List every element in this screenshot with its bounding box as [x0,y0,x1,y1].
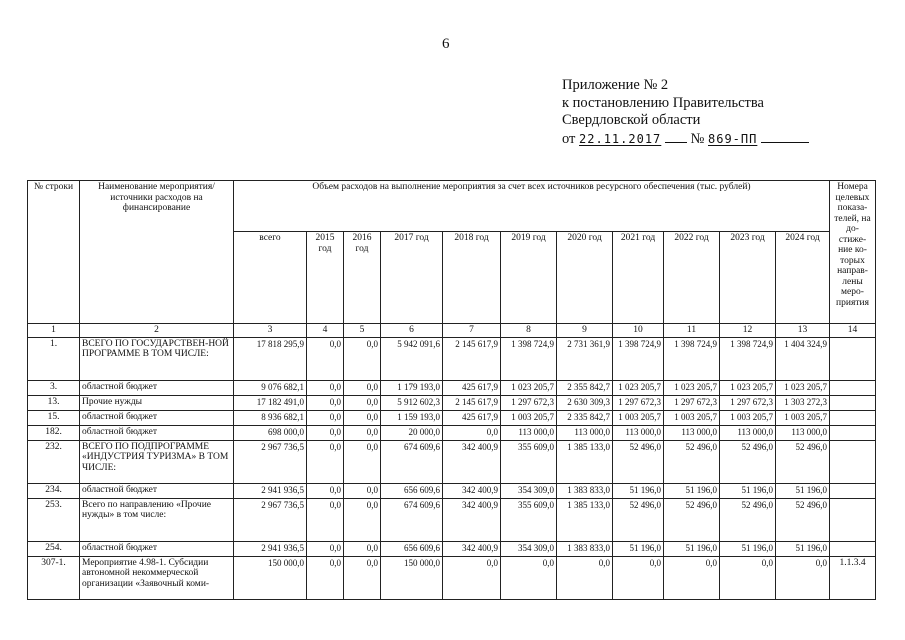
appendix-line-region: Свердловской области [562,112,701,128]
header-year: 2024 год [776,232,830,324]
row-name: Всего по направлению «Прочие нужды» в том числе: [80,498,234,541]
column-number: 4 [307,324,344,338]
row-value: 0,0 [307,440,344,483]
row-value: 20 000,0 [381,425,443,440]
row-value: 425 617,9 [443,410,501,425]
row-value: 1 297 672,3 [664,395,720,410]
row-value: 1 023 205,7 [720,380,776,395]
row-value: 1 398 724,9 [501,337,557,380]
row-value: 1 297 672,3 [720,395,776,410]
column-number: 5 [344,324,381,338]
row-value: 0,0 [344,483,381,498]
column-number: 2 [80,324,234,338]
appendix-header [562,77,809,148]
date-prefix: от [562,130,576,147]
row-value: 1 023 205,7 [501,380,557,395]
row-value: 17 818 295,9 [234,337,307,380]
appendix-line-decree: к постановлению Правительства [562,94,764,111]
row-value: 1 297 672,3 [501,395,557,410]
row-value: 1 385 133,0 [557,498,613,541]
underline-filler [761,130,809,143]
row-value: 0,0 [664,556,720,599]
row-value: 1 398 724,9 [613,337,664,380]
row-value: 51 196,0 [720,541,776,556]
row-value: 52 496,0 [776,498,830,541]
row-value: 1 383 833,0 [557,541,613,556]
row-value: 1 023 205,7 [664,380,720,395]
row-value: 1 398 724,9 [720,337,776,380]
column-number: 14 [830,324,876,338]
row-target [830,541,876,556]
row-value: 0,0 [307,395,344,410]
column-number: 13 [776,324,830,338]
row-value: 355 609,0 [501,498,557,541]
row-target: 1.1.3.4 [830,556,876,599]
row-value: 0,0 [344,498,381,541]
row-value: 113 000,0 [557,425,613,440]
row-value: 51 196,0 [720,483,776,498]
row-name: областной бюджет [80,425,234,440]
row-target [830,395,876,410]
row-value: 2 967 736,5 [234,440,307,483]
row-value: 0,0 [344,440,381,483]
row-target [830,425,876,440]
row-value: 0,0 [344,541,381,556]
row-name: Прочие нужды [80,395,234,410]
row-value: 1 003 205,7 [720,410,776,425]
table-row [28,556,876,599]
row-value: 0,0 [344,380,381,395]
row-value: 0,0 [501,556,557,599]
header-volume: Объем расходов на выполнение мероприятия за счет всех источников ресурсного обеспечения (тыс. рублей) [234,181,830,232]
row-value: 2 145 617,9 [443,337,501,380]
row-value: 52 496,0 [613,440,664,483]
row-value: 1 003 205,7 [501,410,557,425]
row-value: 0,0 [307,556,344,599]
row-value: 150 000,0 [381,556,443,599]
row-value: 656 609,6 [381,541,443,556]
row-name: областной бюджет [80,410,234,425]
row-value: 0,0 [344,337,381,380]
row-value: 354 309,0 [501,483,557,498]
column-number: 7 [443,324,501,338]
table-row [28,440,876,483]
row-value: 9 076 682,1 [234,380,307,395]
row-target [830,410,876,425]
decree-number: 869-ПП [708,131,758,146]
row-value: 51 196,0 [776,541,830,556]
row-value: 0,0 [443,425,501,440]
row-value: 355 609,0 [501,440,557,483]
row-value: 51 196,0 [664,541,720,556]
column-number: 6 [381,324,443,338]
row-name: ВСЕГО ПО ПОДПРОГРАММЕ «ИНДУСТРИЯ ТУРИЗМА» В ТОМ ЧИСЛЕ: [80,440,234,483]
row-number: 307-1. [28,556,80,599]
header-year: 2022 год [664,232,720,324]
row-value: 0,0 [307,541,344,556]
row-value: 52 496,0 [664,440,720,483]
appendix-date-line [562,130,809,149]
row-value: 0,0 [776,556,830,599]
row-value: 113 000,0 [664,425,720,440]
header-year: 2020 год [557,232,613,324]
row-value: 1 398 724,9 [664,337,720,380]
row-value: 51 196,0 [613,541,664,556]
row-value: 5 942 091,6 [381,337,443,380]
column-number: 8 [501,324,557,338]
row-number: 253. [28,498,80,541]
row-value: 0,0 [307,425,344,440]
row-value: 1 179 193,0 [381,380,443,395]
header-year: 2018 год [443,232,501,324]
column-number: 12 [720,324,776,338]
table-row [28,425,876,440]
row-value: 51 196,0 [613,483,664,498]
row-number: 234. [28,483,80,498]
row-value: 342 400,9 [443,440,501,483]
row-value: 354 309,0 [501,541,557,556]
row-value: 113 000,0 [501,425,557,440]
row-value: 0,0 [720,556,776,599]
header-year: 2016 год [344,232,381,324]
row-value: 51 196,0 [776,483,830,498]
row-value: 0,0 [307,337,344,380]
number-prefix: № [690,130,705,147]
header-row [28,181,876,232]
appendix-title: Приложение № 2 [562,77,669,93]
column-number: 1 [28,324,80,338]
table-row [28,337,876,380]
row-number: 1. [28,337,80,380]
row-value: 2 335 842,7 [557,410,613,425]
row-value: 5 912 602,3 [381,395,443,410]
row-value: 52 496,0 [720,440,776,483]
column-number: 3 [234,324,307,338]
row-value: 0,0 [344,395,381,410]
row-value: 2 941 936,5 [234,483,307,498]
table-row [28,380,876,395]
header-name: Наименование мероприятия/ источники расходов на финансирование [80,181,234,324]
header-year: 2015 год [307,232,344,324]
column-number: 10 [613,324,664,338]
row-value: 17 182 491,0 [234,395,307,410]
expenditure-table [27,180,876,600]
row-value: 0,0 [307,498,344,541]
row-name: областной бюджет [80,483,234,498]
header-row-number: № строки [28,181,80,324]
row-value: 698 000,0 [234,425,307,440]
row-value: 1 159 193,0 [381,410,443,425]
row-value: 1 385 133,0 [557,440,613,483]
row-value: 0,0 [443,556,501,599]
row-value: 0,0 [613,556,664,599]
row-number: 232. [28,440,80,483]
row-value: 656 609,6 [381,483,443,498]
row-number: 3. [28,380,80,395]
row-value: 2 145 617,9 [443,395,501,410]
row-value: 0,0 [307,410,344,425]
row-target [830,498,876,541]
row-value: 113 000,0 [720,425,776,440]
header-year: 2017 год [381,232,443,324]
column-number: 9 [557,324,613,338]
row-value: 674 609,6 [381,498,443,541]
row-name: Мероприятие 4.98-1. Субсидии автономной некоммерческой организации «Заявочный коми- [80,556,234,599]
row-value: 0,0 [344,425,381,440]
row-name: ВСЕГО ПО ГОСУДАРСТВЕН-НОЙ ПРОГРАММЕ В ТОМ ЧИСЛЕ: [80,337,234,380]
row-target [830,483,876,498]
row-value: 2 941 936,5 [234,541,307,556]
row-name: областной бюджет [80,541,234,556]
row-value: 8 936 682,1 [234,410,307,425]
row-value: 52 496,0 [664,498,720,541]
row-value: 52 496,0 [613,498,664,541]
row-value: 1 003 205,7 [613,410,664,425]
row-value: 51 196,0 [664,483,720,498]
row-value: 52 496,0 [776,440,830,483]
table-row [28,541,876,556]
row-value: 1 303 272,3 [776,395,830,410]
row-target [830,337,876,380]
header-year: всего [234,232,307,324]
header-year: 2021 год [613,232,664,324]
row-value: 1 383 833,0 [557,483,613,498]
header-year: 2019 год [501,232,557,324]
row-value: 150 000,0 [234,556,307,599]
row-value: 113 000,0 [613,425,664,440]
row-value: 2 355 842,7 [557,380,613,395]
table-row [28,483,876,498]
row-value: 342 400,9 [443,483,501,498]
row-number: 15. [28,410,80,425]
row-value: 1 023 205,7 [613,380,664,395]
row-value: 1 404 324,9 [776,337,830,380]
table-row [28,410,876,425]
row-number: 254. [28,541,80,556]
row-value: 674 609,6 [381,440,443,483]
row-value: 0,0 [307,380,344,395]
row-value: 342 400,9 [443,541,501,556]
row-value: 113 000,0 [776,425,830,440]
table-row [28,498,876,541]
row-value: 1 003 205,7 [776,410,830,425]
row-name: областной бюджет [80,380,234,395]
table-body [28,337,876,599]
row-value: 1 003 205,7 [664,410,720,425]
row-value: 2 731 361,9 [557,337,613,380]
header-targets: Номера целевых показа- телей, на до- стиже- ние ко- торых направ- лены меро- приятия [830,181,876,324]
column-number: 11 [664,324,720,338]
row-number: 13. [28,395,80,410]
row-value: 1 297 672,3 [613,395,664,410]
column-numbers-row [28,324,876,338]
row-value: 342 400,9 [443,498,501,541]
row-value: 1 023 205,7 [776,380,830,395]
row-number: 182. [28,425,80,440]
row-value: 425 617,9 [443,380,501,395]
row-target [830,380,876,395]
row-value: 52 496,0 [720,498,776,541]
row-value: 0,0 [307,483,344,498]
row-value: 2 967 736,5 [234,498,307,541]
row-value: 0,0 [344,410,381,425]
underline-filler [665,130,687,143]
decree-date: 22.11.2017 [579,131,662,146]
row-value: 2 630 309,3 [557,395,613,410]
row-value: 0,0 [344,556,381,599]
page-number: 6 [442,36,450,52]
row-target [830,440,876,483]
table-row [28,395,876,410]
row-value: 0,0 [557,556,613,599]
header-year: 2023 год [720,232,776,324]
